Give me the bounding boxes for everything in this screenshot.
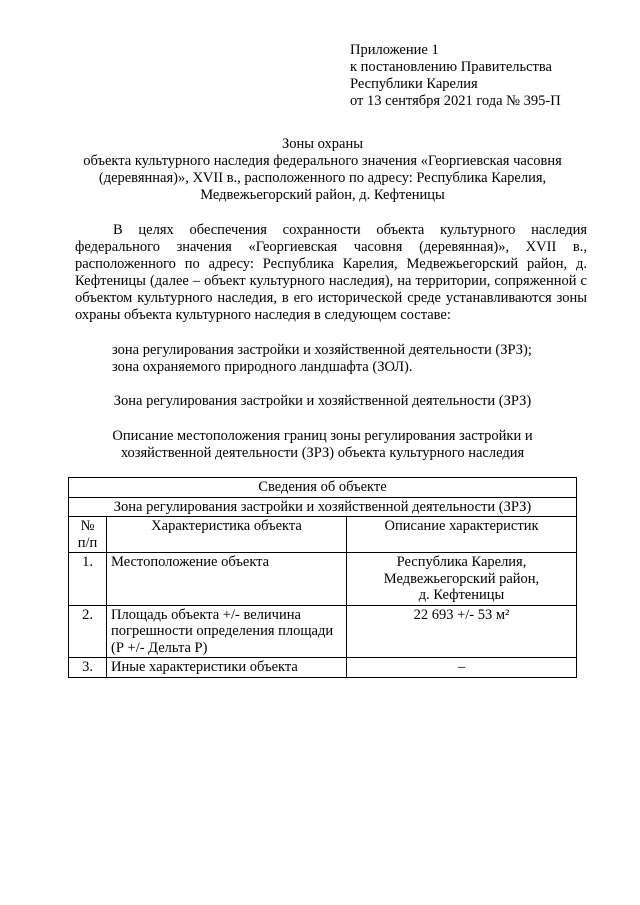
description-heading-line: хозяйственной деятельности (ЗРЗ) объекта культурного наследия — [120, 445, 525, 461]
header-description: Описание характеристик — [347, 517, 577, 553]
document-title — [40, 136, 605, 204]
zrz-heading: Зона регулирования застройки и хозяйственной деятельности (ЗРЗ) — [113, 393, 532, 409]
object-info-table — [68, 477, 577, 678]
row-description-line: Медвежьегорский район, — [383, 570, 540, 587]
row-characteristic: Местоположение объекта — [107, 553, 347, 606]
zone-item: зона охраняемого природного ландшафта (ЗОЛ). — [112, 359, 413, 375]
row-characteristic: Иные характеристики объекта — [107, 658, 347, 678]
description-heading — [40, 428, 605, 462]
table-caption-row — [69, 478, 577, 498]
appendix-line: к постановлению Правительства — [350, 59, 552, 75]
appendix-line: Республики Карелия — [350, 76, 478, 92]
header-num: № п/п — [69, 517, 107, 553]
table-row — [69, 658, 577, 678]
title-line: Медвежьегорский район, д. Кефтеницы — [200, 187, 445, 203]
row-description — [347, 553, 577, 606]
title-line: (деревянная)», XVII в., расположенного по адресу: Республика Карелия, — [98, 170, 547, 186]
title-line: Зоны охраны — [282, 136, 363, 152]
zone-item: зона регулирования застройки и хозяйственной деятельности (ЗРЗ); — [112, 342, 532, 358]
table-zone-row — [69, 497, 577, 517]
row-num: 1. — [69, 553, 107, 606]
appendix-header — [350, 42, 630, 110]
row-characteristic: Площадь объекта +/- величина погрешности определения площади (Р +/- Дельта Р) — [107, 605, 347, 658]
table-caption: Сведения об объекте — [69, 478, 577, 498]
intro-paragraph: В целях обеспечения сохранности объекта культурного наследия федерального значения «Георгиевская часовня (деревянная)», XVII в., расположенного по адресу: Республика Карелия, Медвежьегорский район, д. Кефтеницы (далее – объект культурного наследия), на территории, сопряженной с объектом культурного наследия, в его исторической среде устанавливаются зоны охраны объекта культурного наследия в следующем составе: — [75, 222, 587, 324]
header-characteristic: Характеристика объекта — [107, 517, 347, 553]
row-num: 3. — [69, 658, 107, 678]
zones-list — [112, 342, 592, 376]
intro-section — [75, 222, 587, 325]
table-zone-name: Зона регулирования застройки и хозяйственной деятельности (ЗРЗ) — [69, 497, 577, 517]
description-heading-line: Описание местоположения границ зоны регулирования застройки и — [112, 428, 533, 444]
row-num: 2. — [69, 605, 107, 658]
row-description-line: Республика Карелия, — [396, 554, 527, 570]
appendix-line: от 13 сентября 2021 года № 395-П — [350, 93, 561, 109]
row-description: 22 693 +/- 53 м² — [347, 605, 577, 658]
table-row — [69, 605, 577, 658]
table-header-row — [69, 517, 577, 553]
row-description: – — [347, 658, 577, 678]
row-description-line: д. Кефтеницы — [418, 587, 505, 603]
table-row — [69, 553, 577, 606]
appendix-line: Приложение 1 — [350, 42, 439, 58]
title-line: объекта культурного наследия федерального значения «Георгиевская часовня — [83, 153, 562, 169]
